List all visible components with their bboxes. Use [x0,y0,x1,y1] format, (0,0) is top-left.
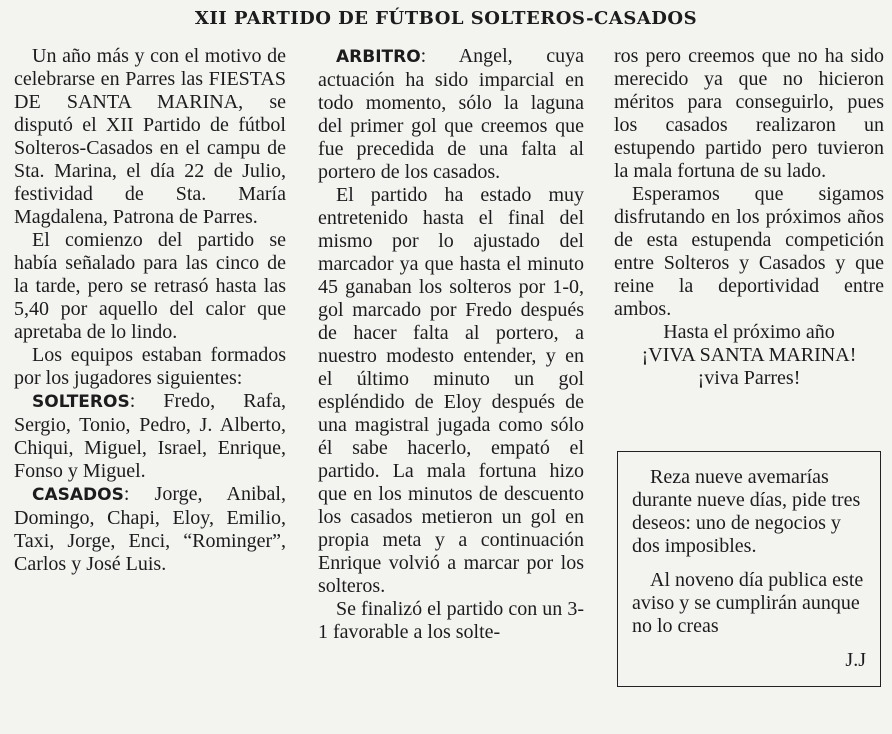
arbitro-paragraph [318,45,584,184]
cheer-line: ¡VIVA SANTA MARINA! [641,344,857,366]
paragraph: Se finalizó el partido con un 3-1 favorable a los solte- [318,598,584,643]
prayer-notice-box [617,451,881,687]
column-3 [614,45,884,390]
cheer-line: ¡viva Parres! [697,367,801,389]
paragraph: El comienzo del partido se había señalado para las cinco de la tarde, pero se retrasó hasta las 5,40 por aquello del calor que apretaba de lo lindo. [14,229,286,343]
notice-paragraph: Reza nueve avemarías durante nueve días, pide tres deseos: uno de negocios y dos imposibles. [632,466,861,557]
closing-line: Hasta el próximo año [663,321,835,343]
casados-label: CASADOS [32,485,124,505]
signature: J.J [845,649,866,671]
solteros-label: SOLTEROS [32,392,130,412]
column-2 [318,45,584,644]
casados-paragraph [14,483,286,576]
paragraph: Los equipos estaban formados por los jugadores siguientes: [14,344,286,389]
column-1 [14,45,286,576]
arbitro-label: ARBITRO [336,47,421,67]
arbitro-text: : Angel, cuya actuación ha sido imparcial en todo momento, sólo la laguna del primer gol que creemos que fue precedida de una falta al portero de los casados. [318,45,584,183]
casados-players: : Jorge, Anibal, Domingo, Chapi, Eloy, Emilio, Taxi, Jorge, Enci, “Rominger”, Carlos y José Luis. [14,483,286,575]
solteros-players: : Fredo, Rafa, Sergio, Tonio, Pedro, J. Alberto, Chiqui, Miguel, Israel, Enrique, Fonso y Miguel. [14,390,286,482]
solteros-paragraph [14,390,286,483]
paragraph: Esperamos que sigamos disfrutando en los próximos años de esta estupenda competición entre Solteros y Casados y que reine la deportividad entre ambos. [614,183,884,320]
notice-paragraph: Al noveno día publica este aviso y se cumplirán aunque no lo creas [632,569,864,637]
article-title: XII PARTIDO DE FÚTBOL SOLTEROS-CASADOS [194,8,698,29]
paragraph: El partido ha estado muy entretenido hasta el final del mismo por lo ajustado del marcador ya que hasta el minuto 45 ganaban los solteros por 1-0, gol marcado por Fredo después de hacer falta al portero, a nuestro modesto entender, y en el último minuto un gol espléndido de Eloy después de una magistral jugada como sólo él sabe hacerlo, empató el partido. La mala fortuna hizo que en los minutos de descuento los casados metieron un gol en propia meta y a continuación Enrique volvió a marcar por los solteros. [318,184,584,597]
paragraph: ros pero creemos que no ha sido merecido ya que no hicieron méritos para conseguirlo, pues los casados realizaron un estupendo partido pero tuvieron la mala fortuna de su lado. [614,45,884,182]
paragraph: Un año más y con el motivo de celebrarse en Parres las FIESTAS DE SANTA MARINA, se disputó el XII Partido de fútbol Solteros-Casados en el campu de Sta. Marina, el día 22 de Julio, festividad de Sta. María Magdalena, Patrona de Parres. [14,45,286,228]
